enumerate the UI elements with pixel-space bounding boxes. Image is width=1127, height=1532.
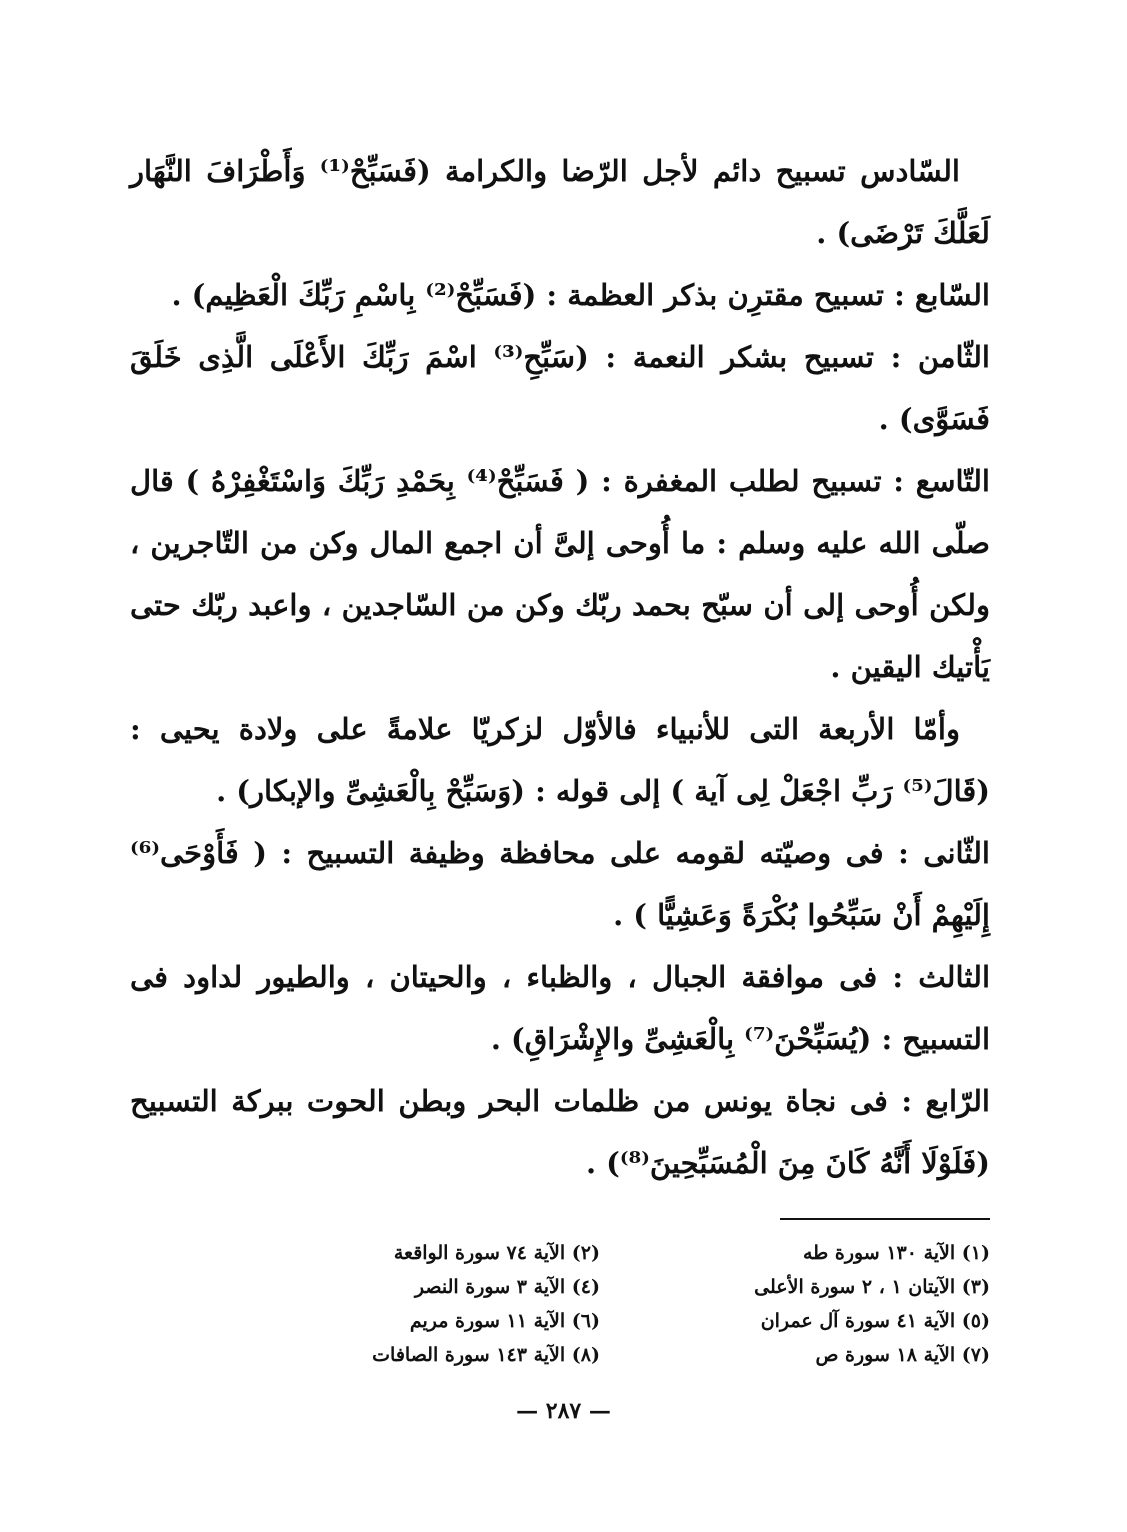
paragraph-seventh: السّابع : تسبيح مقترِن بذكر العظمة : (فَسَبِّحْ⁽²⁾ بِاسْمِ رَبِّكَ الْعَظِيم) . (171, 278, 990, 312)
paragraph-prophets-fourth: الرّابع : فى نجاة يونس من ظلمات البحر وبطن الحوت ببركة التسبيح (فَلَوْلَا أَنَّهُ كَانَ مِنَ الْمُسَبِّحِينَ⁽⁸⁾) . (130, 1084, 990, 1180)
footnotes (250, 1238, 990, 1370)
paragraph-prophets-third: الثالث : فى موافقة الجبال ، والظباء ، والحيتان ، والطيور لداود فى التسبيح : (يُسَبِّحْنَ⁽⁷⁾ بِالْعَشِىِّ والإِشْرَاقِ) . (130, 960, 990, 1056)
footnote-2: (٢) الآية ٧٤ سورة الواقعة (393, 1242, 600, 1264)
page-number: — ٢٨٧ — (516, 1398, 611, 1424)
paragraph-sixth: السّادس تسبيح دائم لأجل الرّضا والكرامة (فَسَبِّحْ⁽¹⁾ وَأَطْرَافَ النَّهَار لَعَلَّكَ تَرْضَى) . (130, 154, 990, 250)
paragraph-ninth: التّاسع : تسبيح لطلب المغفرة : ( فَسَبِّحْ⁽⁴⁾ بِحَمْدِ رَبِّكَ وَاسْتَغْفِرْهُ ) قال صلّى الله عليه وسلم : ما أُوحى إلىَّ أن اجمع المال وكن من التّاجرين ، ولكن أُوحى إلى أن سبّح بحمد ربّك وكن من السّاجدين ، واعبد ربّك حتى يَأْتيك اليقين . (130, 464, 990, 684)
footnote-7: (٧) الآية ١٨ سورة ص (815, 1344, 990, 1366)
footnote-8: (٨) الآية ١٤٣ سورة الصافات (372, 1344, 600, 1366)
footnote-3: (٣) الآيتان ١ ، ٢ سورة الأعلى (754, 1276, 990, 1298)
footnote-divider (780, 1218, 990, 1220)
footnote-1: (١) الآية ١٣٠ سورة طه (802, 1242, 990, 1264)
footnote-4: (٤) الآية ٣ سورة النصر (414, 1276, 600, 1298)
body-text (130, 140, 990, 1194)
footnote-6: (٦) الآية ١١ سورة مريم (409, 1310, 600, 1332)
footnote-5: (٥) الآية ٤١ سورة آل عمران (760, 1310, 990, 1332)
paragraph-prophets-first: وأمّا الأربعة التى للأنبياء فالأوّل لزكريّا علامةً على ولادة يحيى : (قَالَ⁽⁵⁾ رَبِّ اجْعَلْ لِى آية ) إلى قوله : (وَسَبِّحْ بِالْعَشِىِّ والإبكار) . (130, 712, 990, 808)
paragraph-prophets-second: الثّانى : فى وصيّته لقومه على محافظة وظيفة التسبيح : ( فَأَوْحَى⁽⁶⁾ إِلَيْهِمْ أَنْ سَبِّحُوا بُكْرَةً وَعَشِيًّا ) . (130, 836, 990, 932)
paragraph-eighth: الثّامن : تسبيح بشكر النعمة : (سَبِّحِ⁽³⁾ اسْمَ رَبِّكَ الأَعْلَى الَّذِى خَلَقَ فَسَوَّى) . (130, 340, 990, 436)
